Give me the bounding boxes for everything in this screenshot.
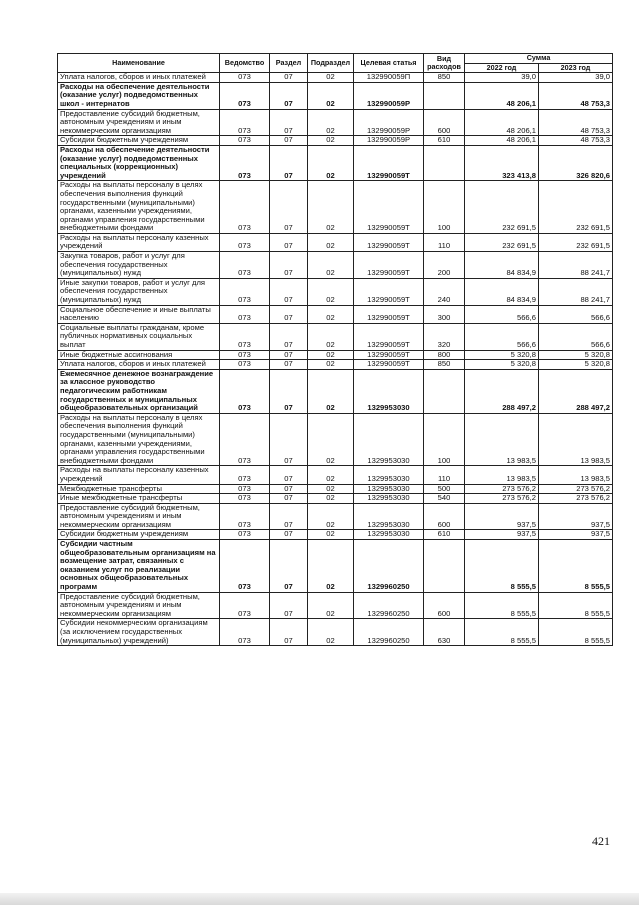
cell-podrazdel: 02	[308, 494, 354, 504]
table-row	[58, 540, 613, 593]
cell-podrazdel: 02	[308, 350, 354, 360]
cell-sum-2022: 48 206,1	[465, 136, 539, 146]
cell-vid-raskhodov: 850	[424, 360, 465, 370]
cell-celevaya-statya: 132990059Т	[354, 360, 424, 370]
table-row	[58, 305, 613, 323]
cell-name: Расходы на выплаты персоналу в целях обеспечения выполнения функций государственными (муниципальными) органами, казенными учреждениями, органами управления государственными внебюджетными фондами	[58, 181, 220, 234]
cell-sum-2023: 326 820,6	[539, 145, 613, 180]
cell-celevaya-statya: 132990059Т	[354, 252, 424, 279]
cell-vedomstvo: 073	[220, 530, 270, 540]
cell-podrazdel: 02	[308, 369, 354, 413]
cell-podrazdel: 02	[308, 484, 354, 494]
cell-vid-raskhodov: 200	[424, 252, 465, 279]
cell-razdel: 07	[270, 109, 308, 136]
cell-podrazdel: 02	[308, 82, 354, 109]
cell-sum-2023: 232 691,5	[539, 233, 613, 251]
cell-vedomstvo: 073	[220, 181, 270, 234]
cell-vid-raskhodov	[424, 82, 465, 109]
cell-celevaya-statya: 132990059Т	[354, 233, 424, 251]
table-row	[58, 360, 613, 370]
cell-sum-2023: 288 497,2	[539, 369, 613, 413]
cell-celevaya-statya: 132990059Р	[354, 82, 424, 109]
cell-sum-2023: 232 691,5	[539, 181, 613, 234]
cell-sum-2023: 48 753,3	[539, 109, 613, 136]
table-row	[58, 278, 613, 305]
header-year-2023: 2023 год	[539, 63, 613, 73]
header-razdel: Раздел	[270, 54, 308, 73]
cell-sum-2023: 13 983,5	[539, 413, 613, 466]
cell-vedomstvo: 073	[220, 350, 270, 360]
cell-sum-2022: 48 206,1	[465, 82, 539, 109]
cell-vedomstvo: 073	[220, 109, 270, 136]
cell-sum-2022: 273 576,2	[465, 484, 539, 494]
cell-vid-raskhodov: 610	[424, 530, 465, 540]
cell-razdel: 07	[270, 145, 308, 180]
scan-edge	[0, 893, 639, 905]
cell-razdel: 07	[270, 136, 308, 146]
cell-vid-raskhodov: 300	[424, 305, 465, 323]
cell-podrazdel: 02	[308, 233, 354, 251]
cell-sum-2023: 88 241,7	[539, 278, 613, 305]
cell-celevaya-statya: 132990059Т	[354, 145, 424, 180]
cell-podrazdel: 02	[308, 503, 354, 530]
cell-vedomstvo: 073	[220, 145, 270, 180]
cell-vid-raskhodov: 600	[424, 503, 465, 530]
cell-sum-2022: 39,0	[465, 73, 539, 83]
cell-razdel: 07	[270, 530, 308, 540]
cell-razdel: 07	[270, 305, 308, 323]
cell-name: Предоставление субсидий бюджетным, автономным учреждениям и иным некоммерческим организациям	[58, 503, 220, 530]
cell-sum-2023: 13 983,5	[539, 466, 613, 484]
cell-razdel: 07	[270, 278, 308, 305]
cell-name: Иные межбюджетные трансферты	[58, 494, 220, 504]
header-celevaya-statya: Целевая статья	[354, 54, 424, 73]
cell-sum-2022: 288 497,2	[465, 369, 539, 413]
cell-vid-raskhodov: 850	[424, 73, 465, 83]
table-row	[58, 619, 613, 646]
table-row	[58, 466, 613, 484]
cell-name: Расходы на обеспечение деятельности (оказание услуг) подведомственных специальных (коррекционных) учреждений	[58, 145, 220, 180]
cell-sum-2023: 566,6	[539, 305, 613, 323]
cell-vid-raskhodov: 540	[424, 494, 465, 504]
cell-podrazdel: 02	[308, 278, 354, 305]
header-podrazdel: Подраздел	[308, 54, 354, 73]
header-summa: Сумма	[465, 54, 613, 64]
cell-sum-2022: 84 834,9	[465, 278, 539, 305]
cell-celevaya-statya: 1329953030	[354, 466, 424, 484]
cell-name: Ежемесячное денежное вознаграждение за классное руководство педагогическим работникам государственных и муниципальных общеобразовательных организаций	[58, 369, 220, 413]
cell-celevaya-statya: 1329953030	[354, 494, 424, 504]
table-row	[58, 530, 613, 540]
cell-podrazdel: 02	[308, 323, 354, 350]
cell-celevaya-statya: 1329953030	[354, 369, 424, 413]
cell-vedomstvo: 073	[220, 369, 270, 413]
cell-vedomstvo: 073	[220, 466, 270, 484]
cell-podrazdel: 02	[308, 530, 354, 540]
cell-celevaya-statya: 132990059Т	[354, 305, 424, 323]
cell-sum-2023: 39,0	[539, 73, 613, 83]
cell-sum-2023: 937,5	[539, 530, 613, 540]
cell-vedomstvo: 073	[220, 540, 270, 593]
cell-sum-2022: 8 555,5	[465, 592, 539, 619]
table-row	[58, 82, 613, 109]
cell-razdel: 07	[270, 360, 308, 370]
cell-vid-raskhodov: 320	[424, 323, 465, 350]
cell-name: Субсидии частным общеобразовательным организациям на возмещение затрат, связанных с оказанием услуг по реализации основных общеобразовательных программ	[58, 540, 220, 593]
cell-vedomstvo: 073	[220, 619, 270, 646]
cell-vid-raskhodov: 600	[424, 592, 465, 619]
table-row	[58, 494, 613, 504]
table-body	[58, 73, 613, 646]
cell-razdel: 07	[270, 484, 308, 494]
cell-sum-2022: 84 834,9	[465, 252, 539, 279]
cell-podrazdel: 02	[308, 592, 354, 619]
cell-vedomstvo: 073	[220, 233, 270, 251]
cell-sum-2023: 8 555,5	[539, 619, 613, 646]
cell-vedomstvo: 073	[220, 73, 270, 83]
cell-vedomstvo: 073	[220, 360, 270, 370]
cell-vedomstvo: 073	[220, 503, 270, 530]
cell-razdel: 07	[270, 252, 308, 279]
cell-vid-raskhodov: 500	[424, 484, 465, 494]
table-row	[58, 592, 613, 619]
cell-vedomstvo: 073	[220, 252, 270, 279]
cell-sum-2023: 8 555,5	[539, 592, 613, 619]
cell-razdel: 07	[270, 181, 308, 234]
cell-name: Расходы на обеспечение деятельности (оказание услуг) подведомственных школ - интернатов	[58, 82, 220, 109]
cell-name: Расходы на выплаты персоналу казенных учреждений	[58, 233, 220, 251]
cell-name: Субсидии бюджетным учреждениям	[58, 136, 220, 146]
cell-vid-raskhodov: 240	[424, 278, 465, 305]
cell-podrazdel: 02	[308, 109, 354, 136]
cell-vedomstvo: 073	[220, 136, 270, 146]
cell-sum-2022: 13 983,5	[465, 413, 539, 466]
cell-vedomstvo: 073	[220, 82, 270, 109]
cell-razdel: 07	[270, 466, 308, 484]
cell-vid-raskhodov: 630	[424, 619, 465, 646]
cell-razdel: 07	[270, 503, 308, 530]
cell-vedomstvo: 073	[220, 592, 270, 619]
cell-name: Расходы на выплаты персоналу казенных учреждений	[58, 466, 220, 484]
cell-celevaya-statya: 132990059Т	[354, 181, 424, 234]
cell-name: Предоставление субсидий бюджетным, автономным учреждениям и иным некоммерческим организациям	[58, 592, 220, 619]
cell-razdel: 07	[270, 73, 308, 83]
page-number: 421	[592, 834, 610, 848]
cell-razdel: 07	[270, 323, 308, 350]
cell-vedomstvo: 073	[220, 494, 270, 504]
cell-vedomstvo: 073	[220, 305, 270, 323]
table-row	[58, 73, 613, 83]
cell-podrazdel: 02	[308, 413, 354, 466]
cell-razdel: 07	[270, 350, 308, 360]
cell-name: Иные закупки товаров, работ и услуг для обеспечения государственных (муниципальных) нужд	[58, 278, 220, 305]
cell-name: Субсидии бюджетным учреждениям	[58, 530, 220, 540]
cell-celevaya-statya: 1329953030	[354, 484, 424, 494]
cell-sum-2022: 8 555,5	[465, 619, 539, 646]
cell-name: Расходы на выплаты персоналу в целях обеспечения выполнения функций государственными (муниципальными) органами, казенными учреждениями, органами управления государственными внебюджетными фондами	[58, 413, 220, 466]
cell-razdel: 07	[270, 540, 308, 593]
cell-vid-raskhodov: 110	[424, 233, 465, 251]
cell-name: Субсидии некоммерческим организациям (за исключением государственных (муниципальных) учреждений)	[58, 619, 220, 646]
cell-sum-2022: 13 983,5	[465, 466, 539, 484]
table-row	[58, 109, 613, 136]
cell-podrazdel: 02	[308, 466, 354, 484]
table-row	[58, 136, 613, 146]
table-row	[58, 233, 613, 251]
cell-vid-raskhodov: 110	[424, 466, 465, 484]
cell-name: Межбюджетные трансферты	[58, 484, 220, 494]
cell-podrazdel: 02	[308, 252, 354, 279]
table-row	[58, 413, 613, 466]
cell-name: Уплата налогов, сборов и иных платежей	[58, 360, 220, 370]
cell-sum-2022: 232 691,5	[465, 181, 539, 234]
cell-sum-2022: 937,5	[465, 503, 539, 530]
header-vedomstvo: Ведомство	[220, 54, 270, 73]
cell-vid-raskhodov	[424, 540, 465, 593]
cell-celevaya-statya: 1329960250	[354, 592, 424, 619]
cell-vid-raskhodov: 100	[424, 181, 465, 234]
cell-name: Иные бюджетные ассигнования	[58, 350, 220, 360]
cell-celevaya-statya: 1329960250	[354, 540, 424, 593]
cell-vedomstvo: 073	[220, 484, 270, 494]
cell-sum-2022: 937,5	[465, 530, 539, 540]
cell-sum-2022: 8 555,5	[465, 540, 539, 593]
cell-sum-2022: 232 691,5	[465, 233, 539, 251]
cell-razdel: 07	[270, 619, 308, 646]
cell-celevaya-statya: 132990059Р	[354, 136, 424, 146]
table-row	[58, 369, 613, 413]
cell-vedomstvo: 073	[220, 323, 270, 350]
cell-vid-raskhodov: 600	[424, 109, 465, 136]
cell-sum-2022: 273 576,2	[465, 494, 539, 504]
cell-sum-2022: 566,6	[465, 323, 539, 350]
cell-vid-raskhodov	[424, 145, 465, 180]
cell-vid-raskhodov: 610	[424, 136, 465, 146]
cell-sum-2023: 5 320,8	[539, 350, 613, 360]
cell-name: Предоставление субсидий бюджетным, автономным учреждениям и иным некоммерческим организациям	[58, 109, 220, 136]
header-vid-raskhodov: Вид расходов	[424, 54, 465, 73]
cell-celevaya-statya: 1329953030	[354, 413, 424, 466]
cell-razdel: 07	[270, 82, 308, 109]
cell-sum-2022: 323 413,8	[465, 145, 539, 180]
table-row	[58, 323, 613, 350]
cell-sum-2022: 5 320,8	[465, 350, 539, 360]
cell-razdel: 07	[270, 592, 308, 619]
cell-sum-2023: 273 576,2	[539, 484, 613, 494]
cell-podrazdel: 02	[308, 305, 354, 323]
cell-vedomstvo: 073	[220, 413, 270, 466]
cell-sum-2023: 937,5	[539, 503, 613, 530]
cell-celevaya-statya: 1329960250	[354, 619, 424, 646]
header-name: Наименование	[58, 54, 220, 73]
header-year-2022: 2022 год	[465, 63, 539, 73]
cell-sum-2023: 48 753,3	[539, 136, 613, 146]
cell-sum-2023: 5 320,8	[539, 360, 613, 370]
cell-razdel: 07	[270, 233, 308, 251]
cell-podrazdel: 02	[308, 136, 354, 146]
cell-podrazdel: 02	[308, 619, 354, 646]
cell-name: Уплата налогов, сборов и иных платежей	[58, 73, 220, 83]
cell-celevaya-statya: 1329953030	[354, 503, 424, 530]
cell-podrazdel: 02	[308, 73, 354, 83]
cell-razdel: 07	[270, 494, 308, 504]
table-row	[58, 181, 613, 234]
cell-sum-2022: 566,6	[465, 305, 539, 323]
cell-name: Закупка товаров, работ и услуг для обеспечения государственных (муниципальных) нужд	[58, 252, 220, 279]
cell-vid-raskhodov: 100	[424, 413, 465, 466]
cell-celevaya-statya: 132990059П	[354, 73, 424, 83]
cell-celevaya-statya: 132990059Т	[354, 278, 424, 305]
table-row	[58, 145, 613, 180]
cell-sum-2023: 566,6	[539, 323, 613, 350]
cell-vedomstvo: 073	[220, 278, 270, 305]
cell-sum-2022: 48 206,1	[465, 109, 539, 136]
cell-sum-2023: 88 241,7	[539, 252, 613, 279]
cell-sum-2023: 273 576,2	[539, 494, 613, 504]
cell-podrazdel: 02	[308, 181, 354, 234]
cell-celevaya-statya: 132990059Т	[354, 323, 424, 350]
cell-vid-raskhodov	[424, 369, 465, 413]
cell-celevaya-statya: 132990059Т	[354, 350, 424, 360]
cell-celevaya-statya: 1329953030	[354, 530, 424, 540]
cell-podrazdel: 02	[308, 360, 354, 370]
table-header	[58, 54, 613, 73]
cell-podrazdel: 02	[308, 540, 354, 593]
cell-name: Социальное обеспечение и иные выплаты населению	[58, 305, 220, 323]
cell-podrazdel: 02	[308, 145, 354, 180]
cell-razdel: 07	[270, 413, 308, 466]
table-row	[58, 503, 613, 530]
cell-sum-2023: 48 753,3	[539, 82, 613, 109]
cell-celevaya-statya: 132990059Р	[354, 109, 424, 136]
cell-vid-raskhodov: 800	[424, 350, 465, 360]
cell-sum-2023: 8 555,5	[539, 540, 613, 593]
cell-razdel: 07	[270, 369, 308, 413]
cell-sum-2022: 5 320,8	[465, 360, 539, 370]
cell-name: Социальные выплаты гражданам, кроме публичных нормативных социальных выплат	[58, 323, 220, 350]
budget-table	[57, 53, 613, 646]
table-row	[58, 252, 613, 279]
